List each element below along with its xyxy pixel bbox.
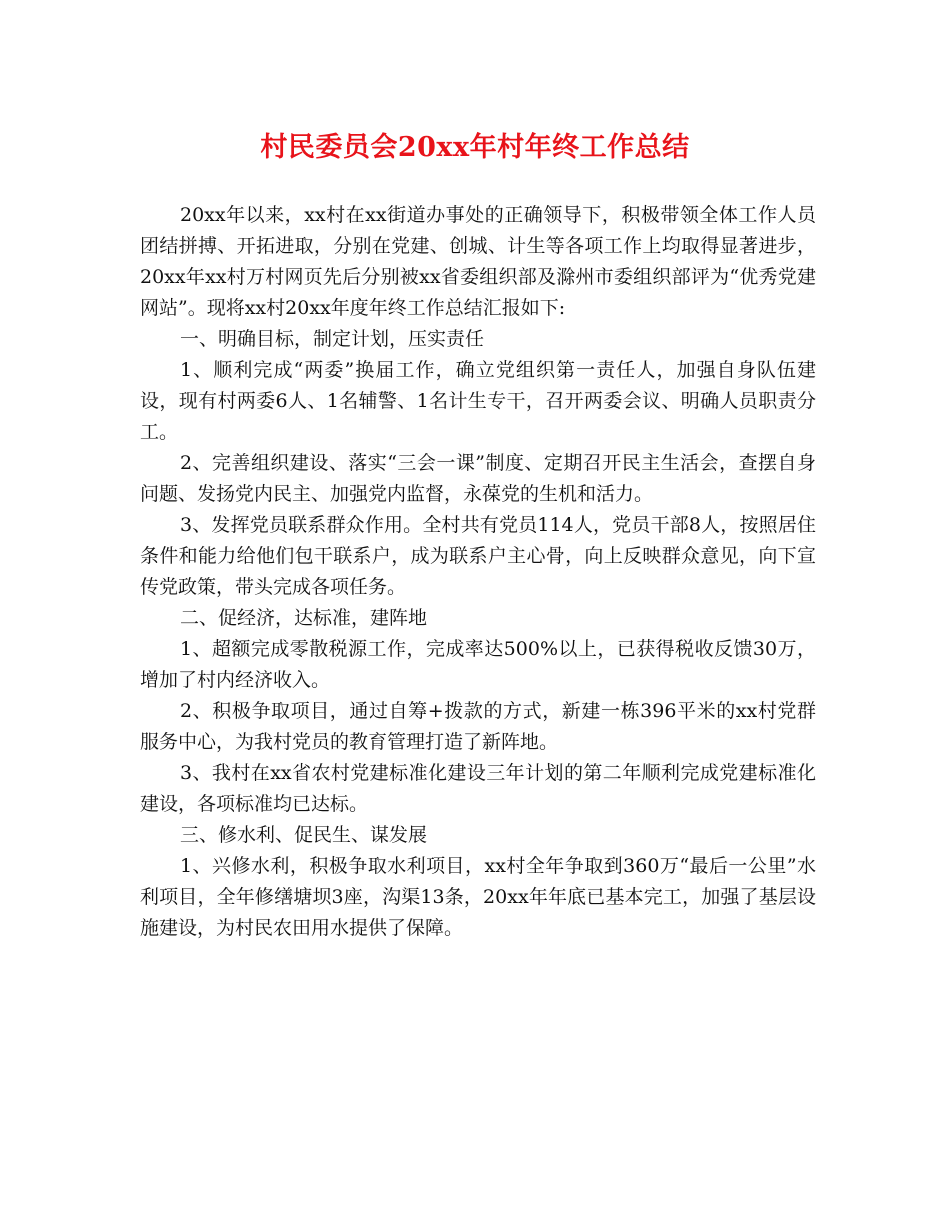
section-2-item-2: 2、积极争取项目，通过自筹+拨款的方式，新建一栋396平米的xx村党群服务中心，为我村党员的教育管理打造了新阵地。	[140, 700, 816, 753]
section-1-item-1: 1、顺利完成“两委”换届工作，确立党组织第一责任人，加强自身队伍建设，现有村两委6人、1名辅警、1名计生专干，召开两委会议、明确人员职责分工。	[140, 359, 816, 443]
section-heading-2: 二、促经济，达标准，建阵地	[180, 607, 428, 629]
section-heading-3: 三、修水利、促民生、谋发展	[180, 824, 428, 846]
section-2-item-1: 1、超额完成零散税源工作，完成率达500%以上，已获得税收反馈30万，增加了村内经济收入。	[140, 638, 816, 691]
document-body	[140, 200, 816, 944]
section-heading-1: 一、明确目标，制定计划，压实责任	[180, 328, 485, 350]
document-title: 村民委员会20xx年村年终工作总结	[260, 132, 690, 163]
section-1-item-2: 2、完善组织建设、落实“三会一课”制度、定期召开民主生活会，查摆自身问题、发扬党内民主、加强党内监督，永葆党的生机和活力。	[140, 452, 816, 505]
section-2-item-3: 3、我村在xx省农村党建标准化建设三年计划的第二年顺利完成党建标准化建设，各项标准均已达标。	[140, 762, 816, 815]
section-1-item-3: 3、发挥党员联系群众作用。全村共有党员114人，党员干部8人，按照居住条件和能力给他们包干联系户，成为联系户主心骨，向上反映群众意见，向下宣传党政策，带头完成各项任务。	[140, 514, 816, 598]
intro-paragraph: 20xx年以来，xx村在xx街道办事处的正确领导下，积极带领全体工作人员团结拼搏、开拓进取，分别在党建、创城、计生等各项工作上均取得显著进步，20xx年xx村万村网页先后分别被xx省委组织部及滁州市委组织部评为“优秀党建网站”。现将xx村20xx年度年终工作总结汇报如下:	[140, 204, 816, 319]
section-3-item-1: 1、兴修水利，积极争取水利项目，xx村全年争取到360万“最后一公里”水利项目，全年修缮塘坝3座，沟渠13条，20xx年年底已基本完工，加强了基层设施建设，为村民农田用水提供了保障。	[140, 855, 816, 939]
